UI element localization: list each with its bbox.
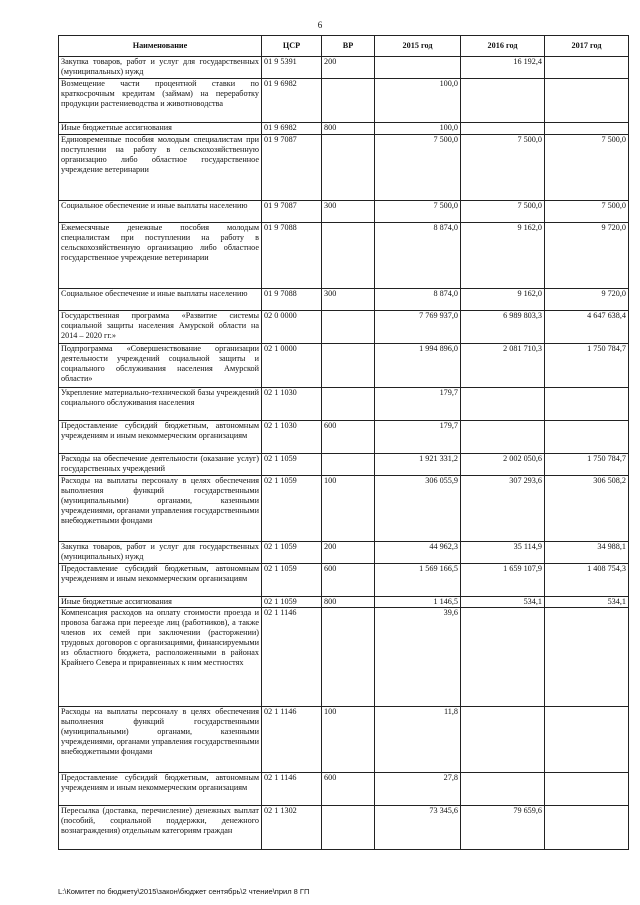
row-vr-cell: 800 — [322, 123, 375, 135]
row-2016-cell: 7 500,0 — [461, 201, 545, 223]
row-2015-cell: 1 146,5 — [375, 597, 461, 608]
row-2017-cell — [545, 388, 629, 421]
row-2016-cell — [461, 123, 545, 135]
table-row — [59, 135, 629, 201]
row-name-cell: Подпрограмма «Совершенствование организации деятельности учреждений социальной защиты и социального обслуживания населения Амурской области» — [59, 344, 262, 388]
row-2015-cell: 179,7 — [375, 388, 461, 421]
table-row — [59, 311, 629, 344]
row-name-cell: Единовременные пособия молодым специалистам при поступлении на работу в сельскохозяйственную организацию либо областное государственное учреждение ветеринарии — [59, 135, 262, 201]
row-csr-cell: 02 1 1059 — [262, 597, 322, 608]
table-row — [59, 388, 629, 421]
row-vr-cell — [322, 806, 375, 850]
row-2017-cell — [545, 773, 629, 806]
column-header-2016: 2016 год — [461, 36, 545, 57]
row-vr-cell — [322, 311, 375, 344]
row-vr-cell: 100 — [322, 476, 375, 542]
row-csr-cell: 02 1 1059 — [262, 454, 322, 476]
row-2017-cell — [545, 421, 629, 454]
row-2017-cell — [545, 79, 629, 123]
row-name-cell: Закупка товаров, работ и услуг для государственных (муниципальных) нужд — [59, 542, 262, 564]
row-2017-cell: 534,1 — [545, 597, 629, 608]
row-2015-cell: 100,0 — [375, 123, 461, 135]
row-2016-cell: 2 002 050,6 — [461, 454, 545, 476]
row-2015-cell: 11,8 — [375, 707, 461, 773]
row-csr-cell: 02 1 0000 — [262, 344, 322, 388]
row-2015-cell: 179,7 — [375, 421, 461, 454]
row-vr-cell — [322, 388, 375, 421]
row-vr-cell: 600 — [322, 564, 375, 597]
row-vr-cell — [322, 608, 375, 707]
row-2017-cell: 306 508,2 — [545, 476, 629, 542]
row-2017-cell: 34 988,1 — [545, 542, 629, 564]
row-vr-cell: 100 — [322, 707, 375, 773]
row-csr-cell: 02 1 1030 — [262, 388, 322, 421]
row-vr-cell: 800 — [322, 597, 375, 608]
row-2015-cell: 1 921 331,2 — [375, 454, 461, 476]
table-row — [59, 123, 629, 135]
row-2015-cell: 7 500,0 — [375, 201, 461, 223]
table-row — [59, 608, 629, 707]
row-csr-cell: 01 9 7087 — [262, 135, 322, 201]
row-2015-cell: 27,8 — [375, 773, 461, 806]
row-2015-cell: 100,0 — [375, 79, 461, 123]
row-csr-cell: 02 1 1302 — [262, 806, 322, 850]
column-header-csr: ЦСР — [262, 36, 322, 57]
table-row — [59, 773, 629, 806]
column-header-vr: ВР — [322, 36, 375, 57]
row-2015-cell: 8 874,0 — [375, 289, 461, 311]
column-header-2015: 2015 год — [375, 36, 461, 57]
table-row — [59, 421, 629, 454]
row-2016-cell — [461, 707, 545, 773]
table-row — [59, 564, 629, 597]
row-2015-cell: 1 994 896,0 — [375, 344, 461, 388]
row-2016-cell: 79 659,6 — [461, 806, 545, 850]
row-vr-cell: 600 — [322, 773, 375, 806]
row-2016-cell: 2 081 710,3 — [461, 344, 545, 388]
row-csr-cell: 01 9 6982 — [262, 79, 322, 123]
row-2017-cell — [545, 707, 629, 773]
row-2015-cell: 8 874,0 — [375, 223, 461, 289]
row-vr-cell: 200 — [322, 542, 375, 564]
row-name-cell: Иные бюджетные ассигнования — [59, 123, 262, 135]
row-2017-cell — [545, 57, 629, 79]
table-row — [59, 344, 629, 388]
row-2017-cell — [545, 806, 629, 850]
row-vr-cell: 200 — [322, 57, 375, 79]
file-path-footer: L:\Комитет по бюджету\2015\закон\бюджет сентябрь\2 чтение\прил 8 ГП — [58, 887, 310, 896]
row-2016-cell: 6 989 803,3 — [461, 311, 545, 344]
row-name-cell: Укрепление материально-технической базы учреждений социального обслуживания населения — [59, 388, 262, 421]
row-vr-cell — [322, 454, 375, 476]
row-name-cell: Иные бюджетные ассигнования — [59, 597, 262, 608]
column-header-name: Наименование — [59, 36, 262, 57]
row-csr-cell: 02 1 1059 — [262, 542, 322, 564]
row-name-cell: Предоставление субсидий бюджетным, автономным учреждениям и иным некоммерческим организациям — [59, 421, 262, 454]
table-row — [59, 806, 629, 850]
row-csr-cell: 01 9 7088 — [262, 223, 322, 289]
table-row — [59, 201, 629, 223]
row-2017-cell: 1 408 754,3 — [545, 564, 629, 597]
row-vr-cell: 300 — [322, 289, 375, 311]
row-2017-cell: 7 500,0 — [545, 135, 629, 201]
row-2015-cell — [375, 57, 461, 79]
row-2015-cell: 73 345,6 — [375, 806, 461, 850]
row-2016-cell: 307 293,6 — [461, 476, 545, 542]
row-name-cell: Предоставление субсидий бюджетным, автономным учреждениям и иным некоммерческим организациям — [59, 773, 262, 806]
row-vr-cell — [322, 223, 375, 289]
row-csr-cell: 01 9 7087 — [262, 201, 322, 223]
row-2016-cell — [461, 773, 545, 806]
row-vr-cell — [322, 79, 375, 123]
row-vr-cell: 600 — [322, 421, 375, 454]
row-2016-cell — [461, 608, 545, 707]
row-2016-cell: 1 659 107,9 — [461, 564, 545, 597]
row-name-cell: Социальное обеспечение и иные выплаты населению — [59, 201, 262, 223]
row-2017-cell: 9 720,0 — [545, 223, 629, 289]
row-name-cell: Предоставление субсидий бюджетным, автономным учреждениям и иным некоммерческим организациям — [59, 564, 262, 597]
row-csr-cell: 02 1 1146 — [262, 707, 322, 773]
row-2016-cell — [461, 421, 545, 454]
table-row — [59, 289, 629, 311]
row-2016-cell: 9 162,0 — [461, 223, 545, 289]
row-name-cell: Социальное обеспечение и иные выплаты населению — [59, 289, 262, 311]
row-name-cell: Компенсация расходов на оплату стоимости проезда и провоза багажа при переезде лиц (работников), а также членов их семей при заключении (расторжении) трудовых договоров с организациями, финансируемыми из областного бюджета, расположенными в районах Крайнего Севера и приравненных к ним местностях — [59, 608, 262, 707]
row-csr-cell: 02 1 1059 — [262, 476, 322, 542]
table-row — [59, 476, 629, 542]
row-2015-cell: 7 500,0 — [375, 135, 461, 201]
row-name-cell: Закупка товаров, работ и услуг для государственных (муниципальных) нужд — [59, 57, 262, 79]
page-number: 6 — [317, 20, 323, 30]
row-vr-cell — [322, 344, 375, 388]
row-vr-cell — [322, 135, 375, 201]
row-name-cell: Расходы на выплаты персоналу в целях обеспечения выполнения функций государственными (муниципальными) органами, казенными учреждениями, органами управления государственными внебюджетными фондами — [59, 707, 262, 773]
table-row — [59, 223, 629, 289]
row-2017-cell: 1 750 784,7 — [545, 454, 629, 476]
row-2015-cell: 306 055,9 — [375, 476, 461, 542]
row-csr-cell: 02 1 1146 — [262, 773, 322, 806]
row-2017-cell: 1 750 784,7 — [545, 344, 629, 388]
row-csr-cell: 01 9 5391 — [262, 57, 322, 79]
row-2016-cell: 534,1 — [461, 597, 545, 608]
budget-table — [58, 35, 629, 850]
row-2016-cell: 7 500,0 — [461, 135, 545, 201]
row-2015-cell: 39,6 — [375, 608, 461, 707]
row-2016-cell — [461, 388, 545, 421]
row-csr-cell: 02 1 1059 — [262, 564, 322, 597]
row-csr-cell: 01 9 7088 — [262, 289, 322, 311]
row-2015-cell: 44 962,3 — [375, 542, 461, 564]
row-csr-cell: 02 1 1146 — [262, 608, 322, 707]
row-csr-cell: 01 9 6982 — [262, 123, 322, 135]
row-2015-cell: 1 569 166,5 — [375, 564, 461, 597]
table-row — [59, 79, 629, 123]
row-2016-cell: 9 162,0 — [461, 289, 545, 311]
row-name-cell: Возмещение части процентной ставки по краткосрочным кредитам (займам) на переработку продукции растениеводства и животноводства — [59, 79, 262, 123]
table-row — [59, 454, 629, 476]
row-2017-cell: 9 720,0 — [545, 289, 629, 311]
row-name-cell: Расходы на выплаты персоналу в целях обеспечения выполнения функций государственными (муниципальными) органами, казенными учреждениями, органами управления государственными внебюджетными фондами — [59, 476, 262, 542]
row-2016-cell: 16 192,4 — [461, 57, 545, 79]
row-2015-cell: 7 769 937,0 — [375, 311, 461, 344]
table-row — [59, 57, 629, 79]
row-vr-cell: 300 — [322, 201, 375, 223]
row-csr-cell: 02 0 0000 — [262, 311, 322, 344]
row-name-cell: Пересылка (доставка, перечисление) денежных выплат (пособий, социальной поддержки, денежного вознаграждения) отдельным категориям граждан — [59, 806, 262, 850]
row-name-cell: Ежемесячные денежные пособия молодым специалистам при поступлении на работу в сельскохозяйственную организацию либо областное государственное учреждение ветеринарии — [59, 223, 262, 289]
row-2016-cell — [461, 79, 545, 123]
table-row — [59, 597, 629, 608]
row-2017-cell — [545, 608, 629, 707]
table-row — [59, 542, 629, 564]
row-name-cell: Расходы на обеспечение деятельности (оказание услуг) государственных учреждений — [59, 454, 262, 476]
row-csr-cell: 02 1 1030 — [262, 421, 322, 454]
table-header-row — [59, 36, 629, 57]
row-2016-cell: 35 114,9 — [461, 542, 545, 564]
table-row — [59, 707, 629, 773]
table-body — [59, 57, 629, 850]
column-header-2017: 2017 год — [545, 36, 629, 57]
row-2017-cell — [545, 123, 629, 135]
row-name-cell: Государственная программа «Развитие системы социальной защиты населения Амурской области на 2014 – 2020 гг.» — [59, 311, 262, 344]
row-2017-cell: 7 500,0 — [545, 201, 629, 223]
row-2017-cell: 4 647 638,4 — [545, 311, 629, 344]
